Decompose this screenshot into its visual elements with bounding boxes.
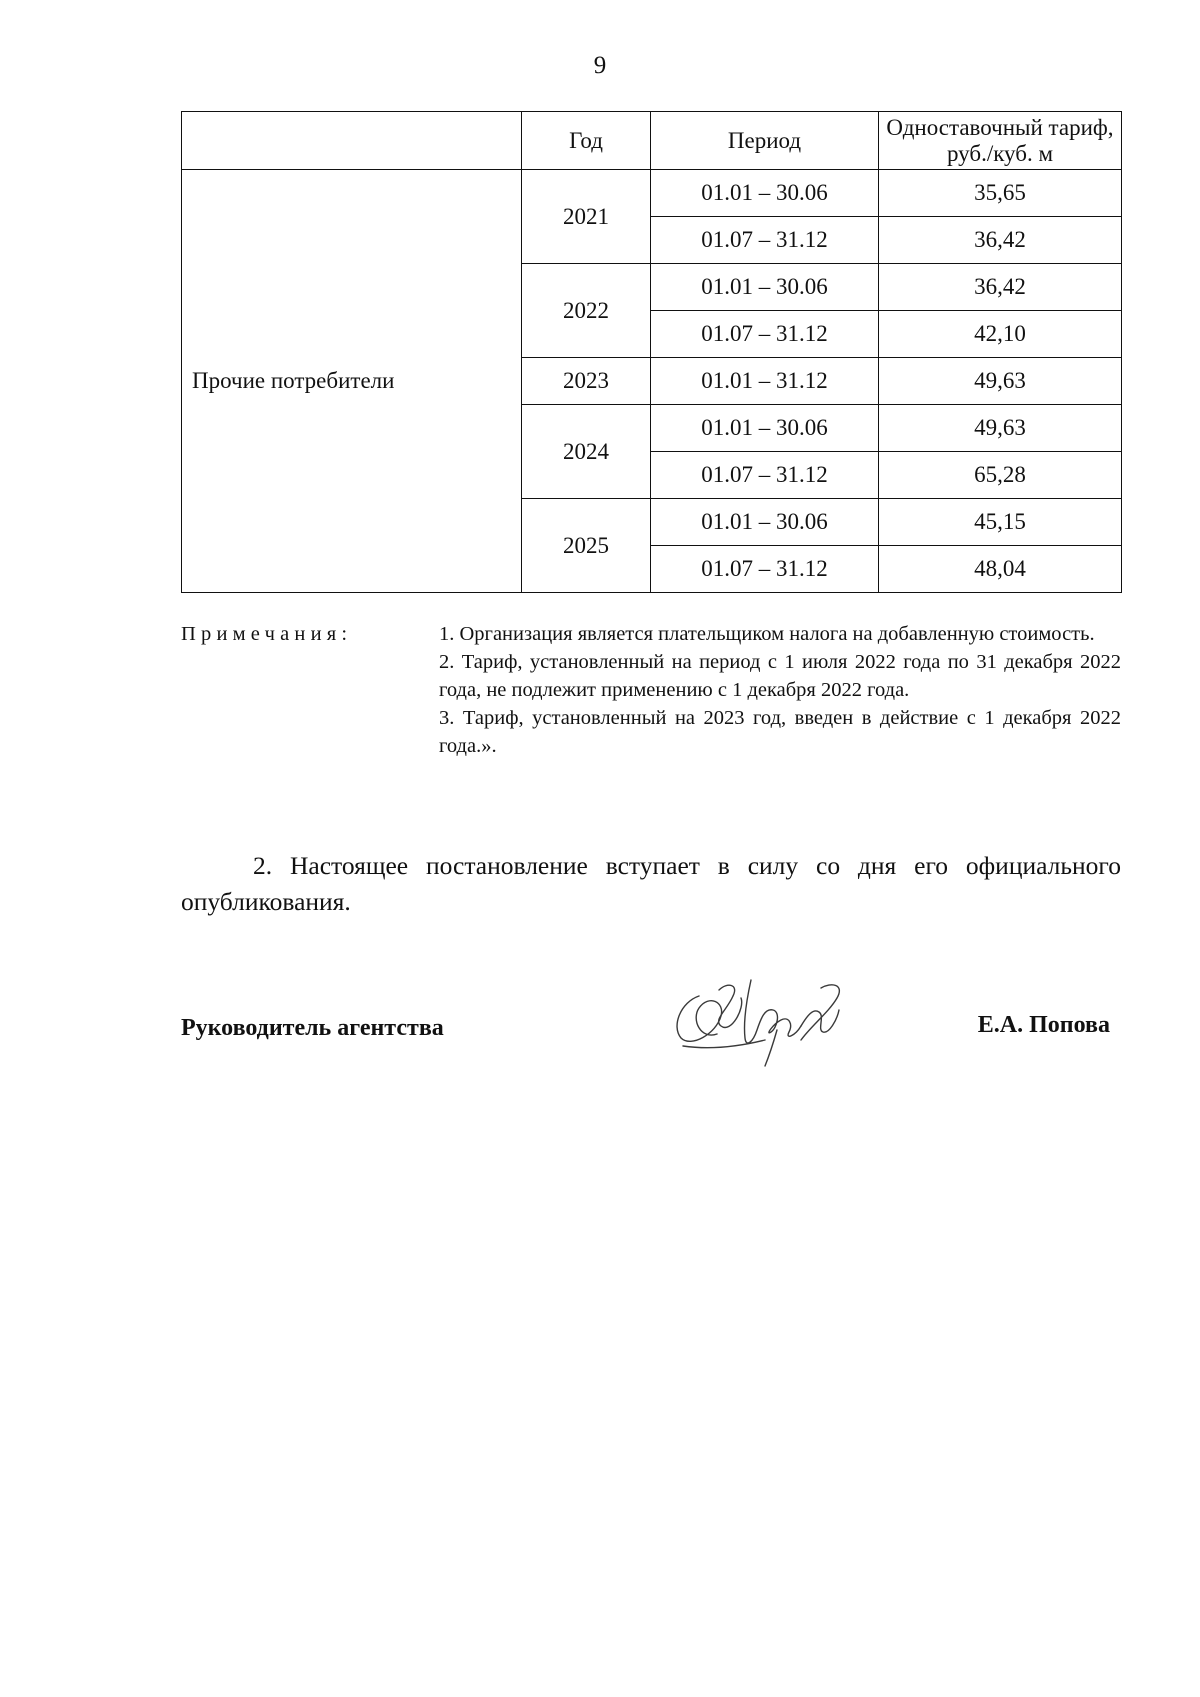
note-item: 1. Организация является плательщиком налога на добавленную стоимость.	[439, 623, 1095, 645]
header-consumer	[182, 112, 522, 170]
year-cell: 2022	[522, 264, 651, 358]
note-item: 3. Тариф, установленный на 2023 год, введен в действие с 1 декабря 2022 года.».	[439, 707, 1121, 757]
year-cell: 2023	[522, 358, 651, 405]
note-item: 2. Тариф, установленный на период с 1 июля 2022 года по 31 декабря 2022 года, не подлежит применению с 1 декабря 2022 года.	[439, 651, 1121, 701]
period-cell: 01.01 – 30.06	[651, 499, 879, 546]
period-cell: 01.01 – 30.06	[651, 405, 879, 452]
notes-label: Примечания:	[181, 623, 353, 645]
table-row	[182, 170, 1122, 217]
header-rate-line1: Одноставочный тариф,	[886, 114, 1114, 140]
rate-cell: 36,42	[879, 264, 1122, 311]
decree-clause: 2. Настоящее постановление вступает в силу со дня его официального опубликования.	[181, 851, 1121, 916]
header-rate-line2: руб./куб. м	[946, 140, 1054, 166]
period-cell: 01.07 – 31.12	[651, 311, 879, 358]
period-cell: 01.01 – 31.12	[651, 358, 879, 405]
period-cell: 01.07 – 31.12	[651, 452, 879, 499]
header-rate	[879, 112, 1122, 170]
period-cell: 01.07 – 31.12	[651, 217, 879, 264]
tariff-table	[181, 111, 1122, 593]
consumer-cell: Прочие потребители	[182, 170, 522, 593]
rate-cell: 49,63	[879, 405, 1122, 452]
year-cell: 2024	[522, 405, 651, 499]
page-number: 9	[593, 52, 607, 79]
notes-list	[439, 620, 1121, 760]
header-period: Период	[651, 112, 879, 170]
period-cell: 01.01 – 30.06	[651, 170, 879, 217]
rate-cell: 36,42	[879, 217, 1122, 264]
table-header-row	[182, 112, 1122, 170]
signature-block	[181, 985, 1121, 1075]
rate-cell: 35,65	[879, 170, 1122, 217]
year-cell: 2025	[522, 499, 651, 593]
period-cell: 01.07 – 31.12	[651, 546, 879, 593]
rate-cell: 42,10	[879, 311, 1122, 358]
signer-title: Руководитель агентства	[181, 1015, 444, 1041]
rate-cell: 65,28	[879, 452, 1122, 499]
period-cell: 01.01 – 30.06	[651, 264, 879, 311]
handwritten-signature	[661, 968, 861, 1068]
rate-cell: 48,04	[879, 546, 1122, 593]
header-year: Год	[522, 112, 651, 170]
year-cell: 2021	[522, 170, 651, 264]
rate-cell: 45,15	[879, 499, 1122, 546]
signer-name: Е.А. Попова	[977, 1012, 1110, 1038]
rate-cell: 49,63	[879, 358, 1122, 405]
